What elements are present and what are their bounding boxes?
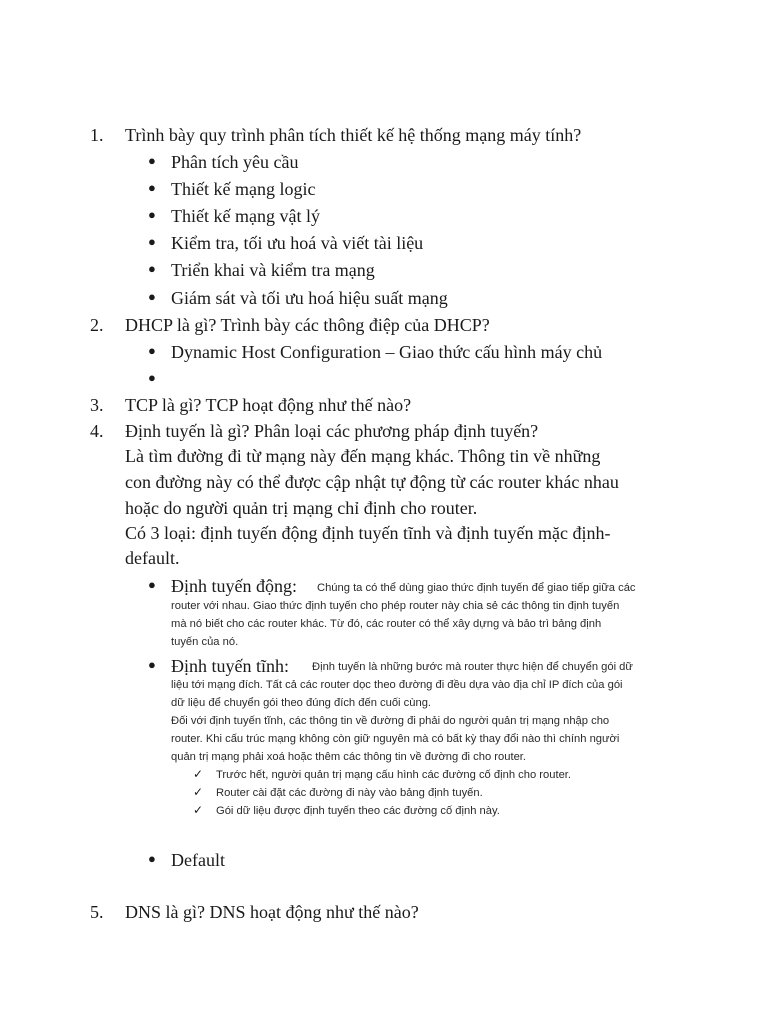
bullet-icon: ●	[148, 180, 156, 195]
default-routing-label: Default	[171, 850, 225, 870]
question-number: 4.	[90, 421, 104, 441]
static-routing-text: liệu tới mạng đích. Tất cả các router dọc theo đường đi đều dựa vào địa chỉ IP đích của gói	[171, 679, 623, 691]
dynamic-routing-text: Chúng ta có thể dùng giao thức định tuyến để giao tiếp giữa các	[317, 582, 636, 594]
answer-line: Có 3 loại: định tuyến động định tuyến tĩnh và định tuyến mặc định-	[125, 523, 611, 543]
question-title: TCP là gì? TCP hoạt động như thế nào?	[125, 395, 412, 415]
check-item: Router cài đặt các đường đi này vào bảng định tuyến.	[216, 787, 483, 799]
static-routing-text: quản trị mạng phải xoá hoặc thêm các thông tin về đường đi cho router.	[171, 751, 527, 763]
list-item: Giám sát và tối ưu hoá hiệu suất mạng	[171, 288, 448, 308]
check-item: Trước hết, người quản trị mạng cấu hình các đường cố định cho router.	[216, 769, 572, 781]
answer-line: default.	[125, 548, 180, 568]
list-item: Dynamic Host Configuration – Giao thức cấu hình máy chủ	[171, 342, 603, 362]
check-icon: ✓	[193, 785, 204, 799]
static-routing-heading: Định tuyến tĩnh:	[171, 656, 289, 676]
question-title: DNS là gì? DNS hoạt động như thế nào?	[125, 902, 419, 922]
list-item: Kiểm tra, tối ưu hoá và viết tài liệu	[171, 233, 424, 253]
check-item: Gói dữ liệu được định tuyến theo các đường cố định này.	[216, 805, 500, 817]
dynamic-routing-text: router với nhau. Giao thức định tuyến cho phép router này chia sẻ các thông tin định tuyến	[171, 600, 620, 612]
question-number: 2.	[90, 315, 104, 335]
list-item: Thiết kế mạng logic	[171, 179, 316, 199]
bullet-icon: ●	[148, 370, 156, 385]
question-number: 1.	[90, 125, 104, 145]
answer-line: con đường này có thể được cập nhật tự động từ các router khác nhau	[125, 472, 619, 492]
check-icon: ✓	[193, 803, 204, 817]
list-item: Triển khai và kiểm tra mạng	[171, 260, 375, 280]
bullet-icon: ●	[148, 261, 156, 276]
dynamic-routing-text: tuyến của nó.	[171, 636, 239, 648]
static-routing-text: dữ liệu để chuyển gói theo đúng đích đến cuối cùng.	[171, 697, 432, 709]
answer-line: hoặc do người quản trị mạng chỉ định cho router.	[125, 498, 478, 518]
bullet-icon: ●	[148, 207, 156, 222]
check-icon: ✓	[193, 767, 204, 781]
question-title: Trình bày quy trình phân tích thiết kế hệ thống mạng máy tính?	[125, 125, 582, 145]
question-number: 5.	[90, 902, 104, 922]
list-item: Thiết kế mạng vật lý	[171, 206, 320, 226]
question-title: Định tuyến là gì? Phân loại các phương pháp định tuyến?	[125, 421, 539, 441]
question-number: 3.	[90, 395, 104, 415]
question-title: DHCP là gì? Trình bày các thông điệp của DHCP?	[125, 315, 490, 335]
dynamic-routing-heading: Định tuyến động:	[171, 576, 297, 596]
list-item: Phân tích yêu cầu	[171, 152, 299, 172]
static-routing-text: Định tuyến là những bước mà router thực hiện để chuyển gói dữ	[312, 661, 633, 673]
bullet-icon: ●	[148, 577, 156, 592]
bullet-icon: ●	[148, 851, 156, 866]
bullet-icon: ●	[148, 343, 156, 358]
bullet-icon: ●	[148, 234, 156, 249]
bullet-icon: ●	[148, 153, 156, 168]
static-routing-text: Đối với định tuyến tĩnh, các thông tin về đường đi phải do người quản trị mạng nhập cho	[171, 715, 610, 727]
bullet-icon: ●	[148, 289, 156, 304]
answer-line: Là tìm đường đi từ mạng này đến mạng khác. Thông tin về những	[125, 446, 601, 466]
dynamic-routing-text: mà nó biết cho các router khác. Từ đó, các router có thể xây dựng và bảo trì bảng định	[171, 618, 602, 630]
bullet-icon: ●	[148, 657, 156, 672]
static-routing-text: router. Khi cấu trúc mạng không còn giữ nguyên mà có bất kỳ thay đổi nào thì chính người	[171, 733, 620, 745]
